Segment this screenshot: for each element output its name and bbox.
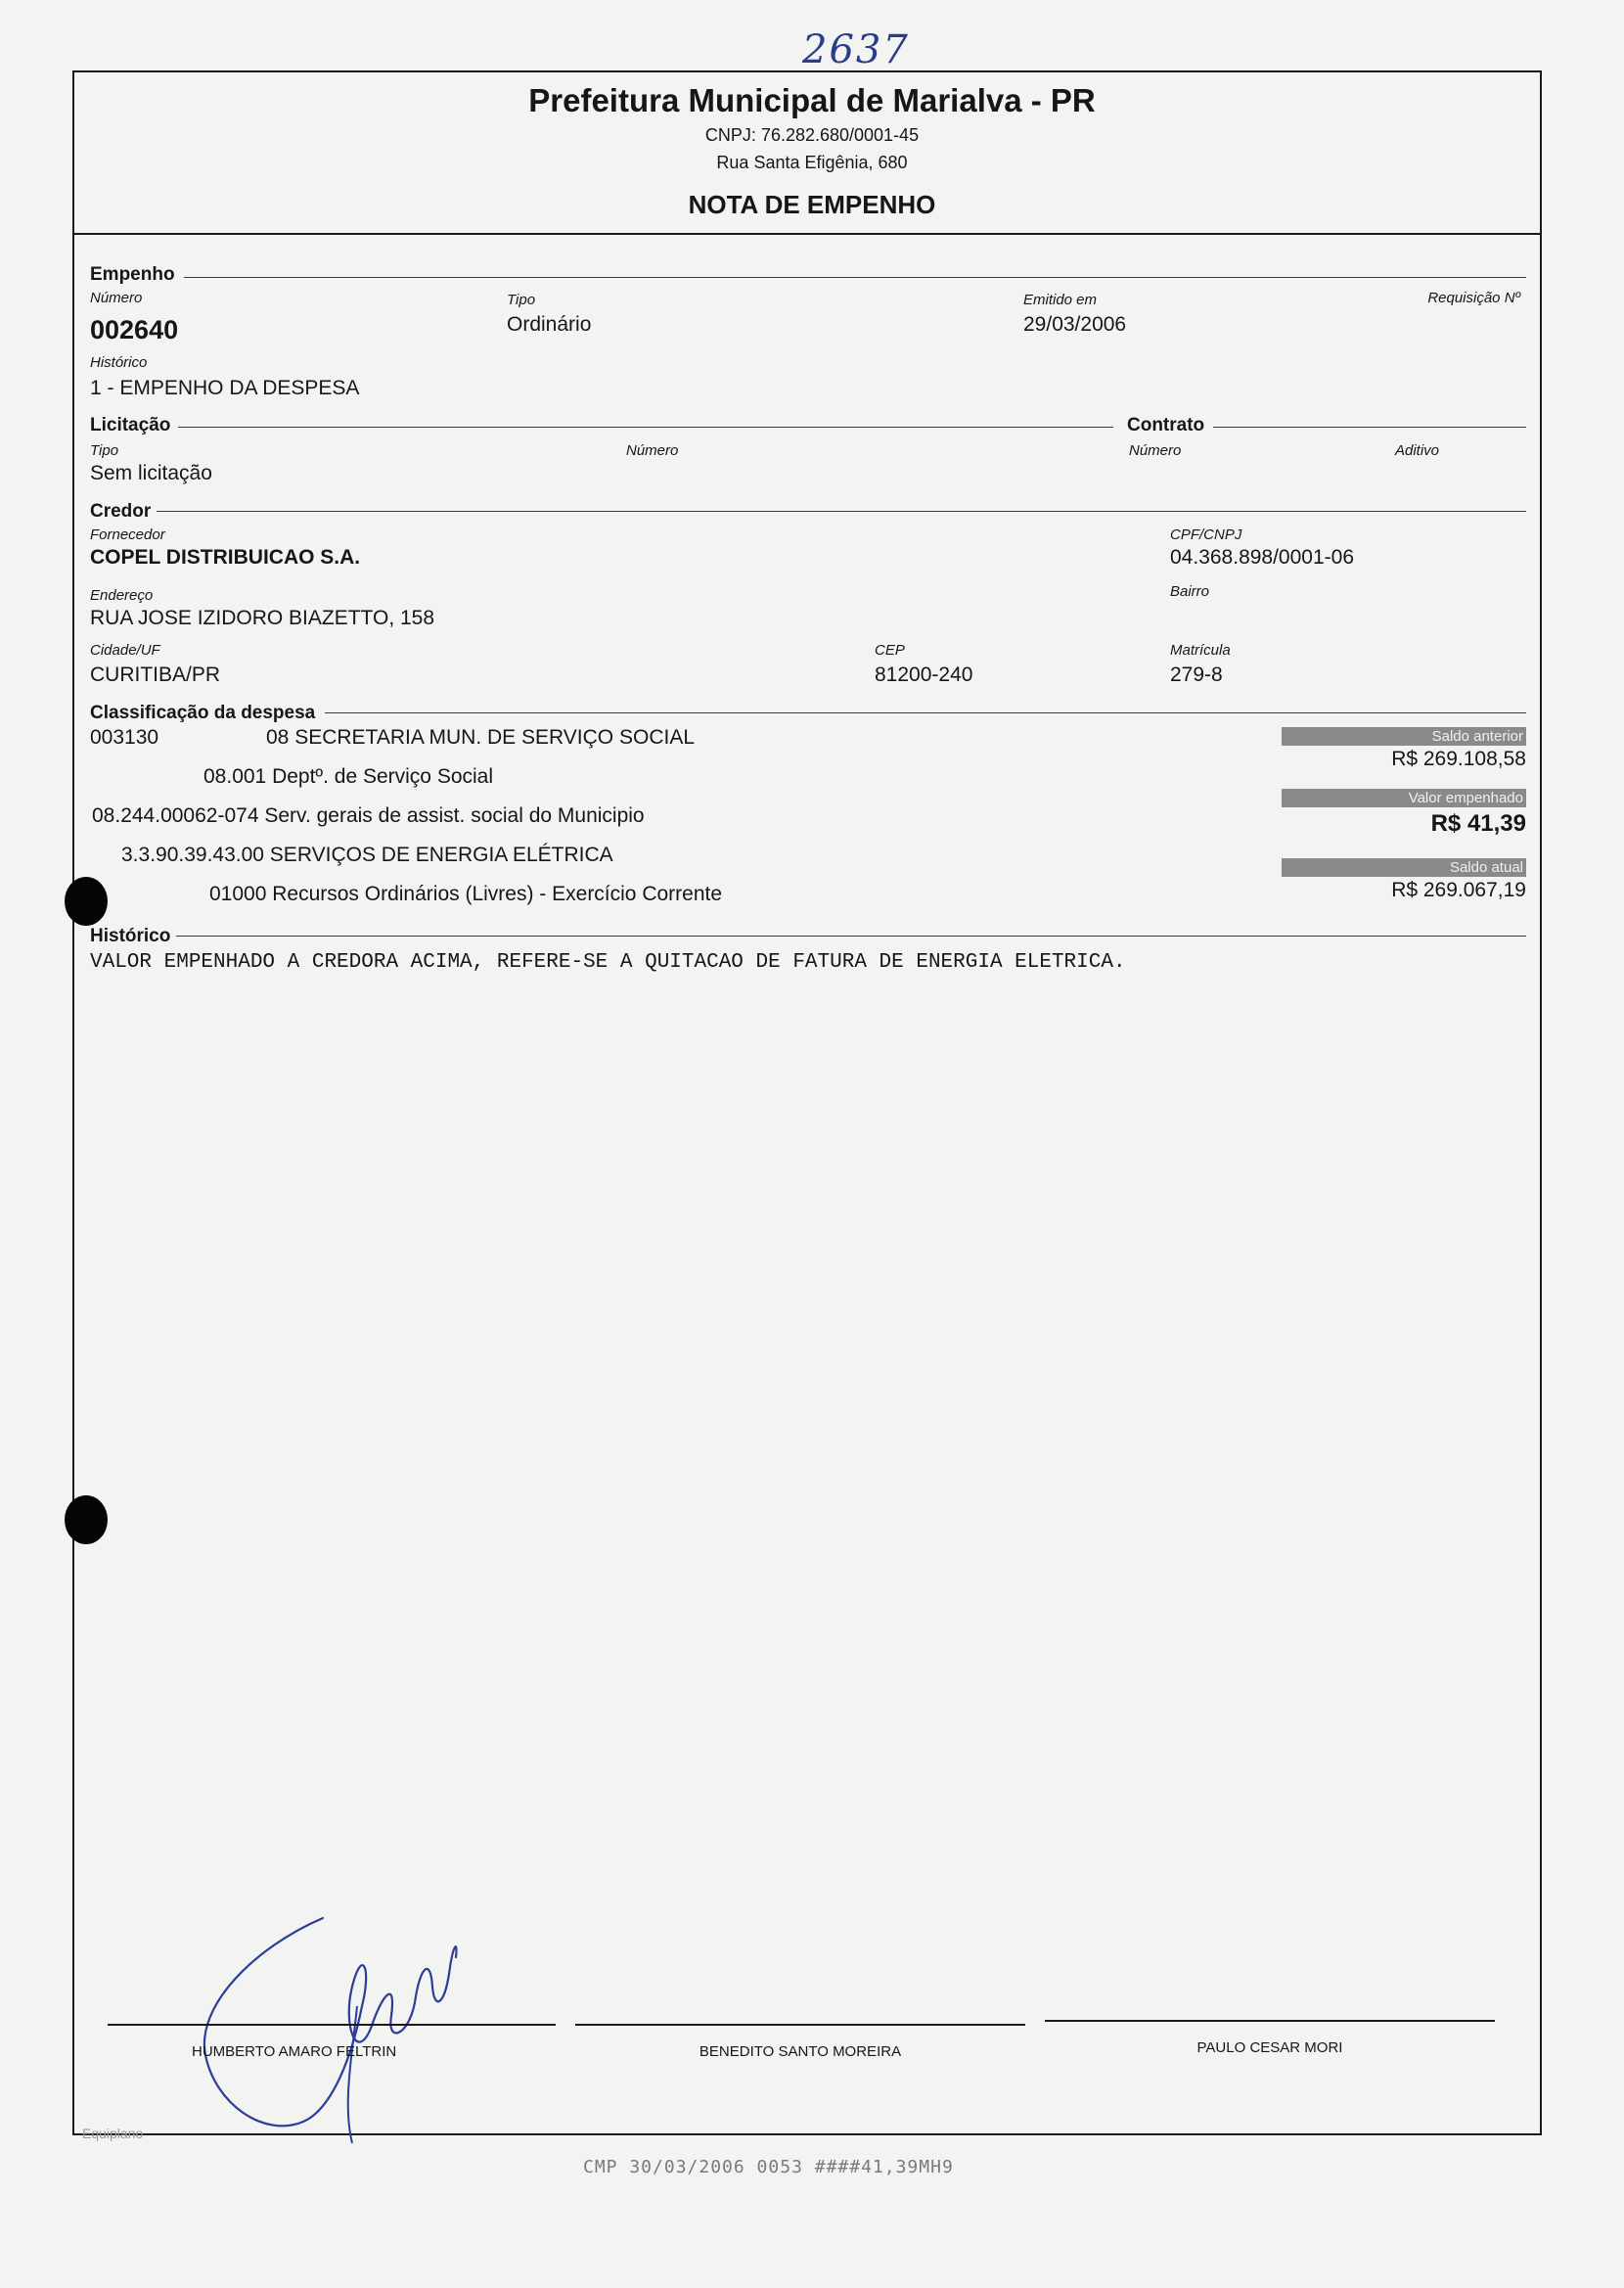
empenho-historico-label: Histórico xyxy=(90,354,148,371)
contrato-aditivo-label: Aditivo xyxy=(1395,442,1440,459)
handwritten-signature xyxy=(186,1859,499,2153)
matricula: 279-8 xyxy=(1170,664,1223,686)
empenho-tipo: Ordinário xyxy=(507,313,592,336)
classificacao-natureza: 3.3.90.39.43.00 SERVIÇOS DE ENERGIA ELÉTRICA xyxy=(121,844,613,866)
handwritten-page-number: 2637 xyxy=(802,27,910,72)
emitido-em-label: Emitido em xyxy=(1023,292,1098,308)
cpf-cnpj: 04.368.898/0001-06 xyxy=(1170,546,1355,569)
fornecedor: COPEL DISTRIBUICAO S.A. xyxy=(90,546,361,569)
section-licitacao: Licitação xyxy=(90,415,171,435)
cep: 81200-240 xyxy=(875,664,973,686)
saldo-anterior-value: R$ 269.108,58 xyxy=(1391,748,1526,770)
classificacao-fonte: 01000 Recursos Ordinários (Livres) - Exercício Corrente xyxy=(209,883,723,905)
section-contrato: Contrato xyxy=(1127,415,1205,435)
cep-label: CEP xyxy=(875,642,905,659)
saldo-atual-label: Saldo atual xyxy=(1282,858,1526,877)
classificacao-orgao: 08 SECRETARIA MUN. DE SERVIÇO SOCIAL xyxy=(266,726,696,749)
cpf-cnpj-label: CPF/CNPJ xyxy=(1170,526,1242,543)
empenho-numero: 002640 xyxy=(90,315,179,344)
fornecedor-label: Fornecedor xyxy=(90,526,165,543)
signatory-2-name: BENEDITO SANTO MOREIRA xyxy=(699,2043,902,2060)
cidade-uf-label: Cidade/UF xyxy=(90,642,160,659)
saldo-anterior-label: Saldo anterior xyxy=(1282,727,1526,746)
organization-title: Prefeitura Municipal de Marialva - PR xyxy=(528,82,1096,118)
endereco-label: Endereço xyxy=(90,587,154,604)
section-credor: Credor xyxy=(90,501,152,522)
software-label: Equiplano xyxy=(82,2126,144,2141)
licitacao-tipo: Sem licitação xyxy=(90,462,212,484)
empenho-historico: 1 - EMPENHO DA DESPESA xyxy=(90,377,360,399)
contrato-numero-label: Número xyxy=(1129,442,1182,459)
licitacao-tipo-label: Tipo xyxy=(90,442,119,459)
valor-empenhado-label: Valor empenhado xyxy=(1282,789,1526,807)
saldo-atual-value: R$ 269.067,19 xyxy=(1391,879,1526,901)
signatory-3-name: PAULO CESAR MORI xyxy=(1196,2039,1343,2056)
organization-address: Rua Santa Efigênia, 680 xyxy=(716,153,908,172)
classificacao-code: 003130 xyxy=(90,726,159,749)
document-title: NOTA DE EMPENHO xyxy=(688,190,936,219)
bairro-label: Bairro xyxy=(1170,583,1210,600)
signature-line xyxy=(1045,2020,1495,2022)
section-rule xyxy=(184,277,1526,278)
hole-punch xyxy=(65,877,108,926)
classificacao-unidade: 08.001 Deptº. de Serviço Social xyxy=(203,765,494,788)
licitacao-numero-label: Número xyxy=(626,442,679,459)
cidade-uf: CURITIBA/PR xyxy=(90,664,221,686)
signature-line xyxy=(108,2024,556,2026)
section-rule xyxy=(157,511,1526,512)
signatory-1-name: HUMBERTO AMARO FELTRIN xyxy=(192,2043,397,2060)
emitido-em-date: 29/03/2006 xyxy=(1023,313,1127,336)
section-rule xyxy=(178,427,1113,428)
empenho-tipo-label: Tipo xyxy=(507,292,536,308)
section-rule xyxy=(1213,427,1526,428)
section-rule xyxy=(325,712,1526,713)
section-empenho: Empenho xyxy=(90,264,175,285)
classificacao-funcional: 08.244.00062-074 Serv. gerais de assist. social do Municipio xyxy=(92,804,645,827)
empenho-numero-label: Número xyxy=(90,290,143,306)
hole-punch xyxy=(65,1495,108,1544)
header-divider xyxy=(74,233,1540,235)
signature-line xyxy=(575,2024,1025,2026)
section-rule xyxy=(176,936,1526,937)
section-classificacao: Classificação da despesa xyxy=(90,703,316,723)
requisicao-label: Requisição Nº xyxy=(1427,290,1520,306)
matricula-label: Matrícula xyxy=(1170,642,1231,659)
historico-text: VALOR EMPENHADO A CREDORA ACIMA, REFERE-SE A QUITACAO DE FATURA DE ENERGIA ELETRICA. xyxy=(90,951,1126,974)
section-historico: Histórico xyxy=(90,926,171,946)
organization-cnpj: CNPJ: 76.282.680/0001-45 xyxy=(704,125,920,145)
bank-authentication-stamp: CMP 30/03/2006 0053 ####41,39MH9 xyxy=(583,2157,954,2177)
valor-empenhado-value: R$ 41,39 xyxy=(1430,810,1526,837)
endereco: RUA JOSE IZIDORO BIAZETTO, 158 xyxy=(90,607,435,629)
